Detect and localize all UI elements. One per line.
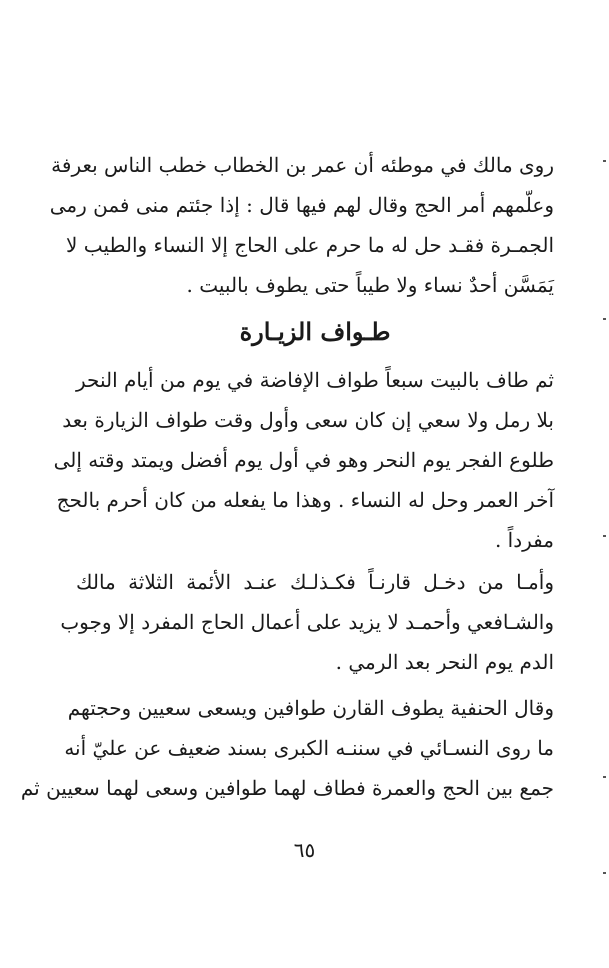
text-line: ما روى النسـائي في سننـه الكبرى بسند ضعيف عن عليّ أنه	[64, 736, 554, 760]
text-line: آخر العمر وحل له النساء . وهذا ما يفعله من كان أحرم بالحج	[56, 488, 554, 512]
text-line: طلوع الفجر يوم النحر وهو في أول يوم أفضل ويمتد وقته إلى	[53, 448, 554, 472]
paragraph-tawaf-ziyara	[53, 360, 554, 560]
scan-speck	[603, 776, 606, 778]
text-line: وقال الحنفية يطوف القارن طوافين ويسعى سعيين وحجتهم	[67, 696, 554, 720]
text-line: الجمـرة فقـد حل له ما حرم على الحاج إلا النساء والطيب لا	[66, 233, 554, 257]
text-line: يَمَسَّن أحدٌ نساء ولا طيباً حتى يطوف بالبيت .	[186, 273, 554, 297]
paragraph-hanafi	[20, 688, 554, 808]
text-line: والشـافعي وأحمـد لا يزيد على أعمال الحاج المفرد إلا وجوب	[60, 610, 554, 634]
scan-speck	[603, 318, 606, 320]
section-heading: طـواف الزيـارة	[239, 317, 391, 346]
text-line: وأمـا من دخـل قارنـاً فكـذلـك عنـد الأئمة الثلاثة مالك	[76, 570, 554, 594]
page-number: ٦٥	[293, 838, 316, 862]
text-line: وعلّمهم أمر الحج وقال لهم فيها قال : إذا جئتم منى فمن رمى	[49, 193, 554, 217]
text-line: ثم طاف بالبيت سبعاً طواف الإفاضة في يوم من أيام النحر	[76, 368, 554, 392]
paragraph-qarin	[60, 562, 554, 682]
text-line: جمع بين الحج والعمرة فطاف لهما طوافين وسعى لهما سعيين ثم	[20, 776, 554, 800]
scan-speck	[603, 160, 606, 162]
text-line: الدم يوم النحر بعد الرمي .	[335, 650, 554, 674]
scan-speck	[603, 872, 606, 874]
paragraph-malik-narration	[49, 145, 554, 305]
text-line: بلا رمل ولا سعي إن كان سعى وأول وقت طواف الزيارة بعد	[62, 408, 554, 432]
text-line: مفرداً .	[494, 528, 554, 552]
text-line: روى مالك في موطئه أن عمر بن الخطاب خطب الناس بعرفة	[51, 153, 554, 177]
scan-speck	[603, 535, 606, 537]
